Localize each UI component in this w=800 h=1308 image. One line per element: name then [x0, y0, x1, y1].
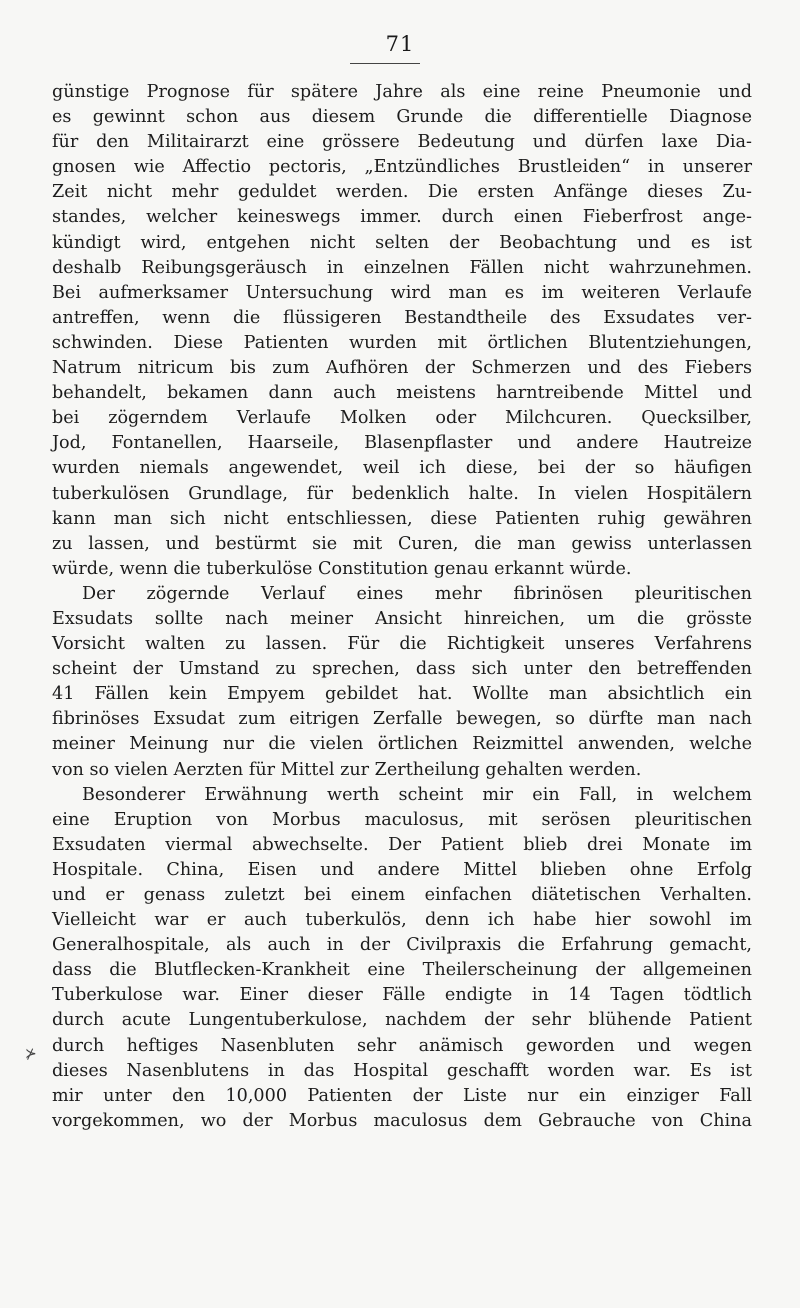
text-line: dieses Nasenblutens in das Hospital geschafft worden war. Es ist: [52, 1060, 752, 1081]
text-line: Jod, Fontanellen, Haarseile, Blasenpflaster und andere Hautreize: [52, 433, 752, 454]
margin-mark-icon: ⊁: [25, 1046, 37, 1062]
text-line: 41 Fällen kein Empyem gebildet hat. Wollte man absichtlich ein: [52, 684, 752, 705]
text-line: behandelt, bekamen dann auch meistens harntreibende Mittel und: [52, 383, 752, 404]
text-line: kann man sich nicht entschliessen, diese Patienten ruhig gewähren: [52, 508, 752, 529]
text-line: schwinden. Diese Patienten wurden mit örtlichen Blutentziehungen,: [52, 332, 752, 353]
text-line: antreffen, wenn die flüssigeren Bestandtheile des Exsudates ver-: [52, 307, 752, 328]
text-line: es gewinnt schon aus diesem Grunde die differentielle Diagnose: [52, 107, 752, 128]
body-text: [52, 80, 752, 1134]
page-number: 71: [385, 32, 415, 56]
text-line: Vorsicht walten zu lassen. Für die Richtigkeit unseres Verfahrens: [52, 634, 752, 655]
text-line: scheint der Umstand zu sprechen, dass sich unter den betreffenden: [52, 659, 752, 680]
text-line: Vielleicht war er auch tuberkulös, denn ich habe hier sowohl im: [52, 910, 752, 931]
text-line: standes, welcher keineswegs immer. durch einen Fieberfrost ange-: [52, 207, 752, 228]
text-line: von so vielen Aerzten für Mittel zur Zertheilung gehalten werden.: [52, 759, 642, 780]
text-line: Natrum nitricum bis zum Aufhören der Schmerzen und des Fiebers: [52, 358, 752, 379]
text-line: eine Eruption von Morbus maculosus, mit serösen pleuritischen: [52, 809, 752, 830]
text-line: günstige Prognose für spätere Jahre als eine reine Pneumonie und: [52, 82, 752, 102]
text-line: deshalb Reibungsgeräusch in einzelnen Fällen nicht wahrzunehmen.: [52, 257, 752, 278]
text-line: Generalhospitale, als auch in der Civilpraxis die Erfahrung gemacht,: [52, 935, 752, 956]
text-line: Exsudats sollte nach meiner Ansicht hinreichen, um die grösste: [52, 608, 752, 629]
text-line: durch heftiges Nasenbluten sehr anämisch geworden und wegen: [52, 1035, 752, 1056]
text-line: Besonderer Erwähnung werth scheint mir ein Fall, in welchem: [82, 784, 752, 805]
text-line: vorgekommen, wo der Morbus maculosus dem Gebrauche von China: [52, 1110, 752, 1131]
text-line: und er genass zuletzt bei einem einfachen diätetischen Verhalten.: [52, 885, 752, 905]
page-number-rule: [350, 63, 420, 64]
text-line: Zeit nicht mehr geduldet werden. Die ersten Anfänge dieses Zu-: [52, 182, 752, 203]
text-line: zu lassen, und bestürmt sie mit Curen, die man gewiss unterlassen: [52, 533, 752, 554]
text-line: Bei aufmerksamer Untersuchung wird man es im weiteren Verlaufe: [52, 282, 752, 303]
text-line: meiner Meinung nur die vielen örtlichen Reizmittel anwenden, welche: [52, 734, 752, 755]
text-line: dass die Blutflecken-Krankheit eine Theilerscheinung der allgemeinen: [52, 960, 752, 981]
text-line: mir unter den 10,000 Patienten der Liste nur ein einziger Fall: [52, 1085, 752, 1106]
text-line: bei zögerndem Verlaufe Molken oder Milchcuren. Quecksilber,: [52, 408, 752, 429]
text-line: gnosen wie Affectio pectoris, „Entzündliches Brustleiden“ in unserer: [52, 157, 752, 178]
text-line: durch acute Lungentuberkulose, nachdem der sehr blühende Patient: [52, 1010, 752, 1031]
text-line: Der zögernde Verlauf eines mehr fibrinösen pleuritischen: [82, 583, 752, 604]
text-line: tuberkulösen Grundlage, für bedenklich halte. In vielen Hospitälern: [52, 483, 752, 504]
text-line: kündigt wird, entgehen nicht selten der Beobachtung und es ist: [52, 232, 752, 253]
text-line: wurden niemals angewendet, weil ich diese, bei der so häufigen: [52, 458, 752, 479]
text-line: Hospitale. China, Eisen und andere Mittel blieben ohne Erfolg: [52, 859, 752, 880]
text-line: für den Militairarzt eine grössere Bedeutung und dürfen laxe Dia-: [52, 132, 752, 153]
text-line: Tuberkulose war. Einer dieser Fälle endigte in 14 Tagen tödtlich: [52, 985, 752, 1006]
text-line: Exsudaten viermal abwechselte. Der Patient blieb drei Monate im: [52, 834, 752, 855]
text-line: würde, wenn die tuberkulöse Constitution genau erkannt würde.: [52, 558, 632, 579]
text-line: fibrinöses Exsudat zum eitrigen Zerfalle bewegen, so dürfte man nach: [52, 709, 752, 730]
